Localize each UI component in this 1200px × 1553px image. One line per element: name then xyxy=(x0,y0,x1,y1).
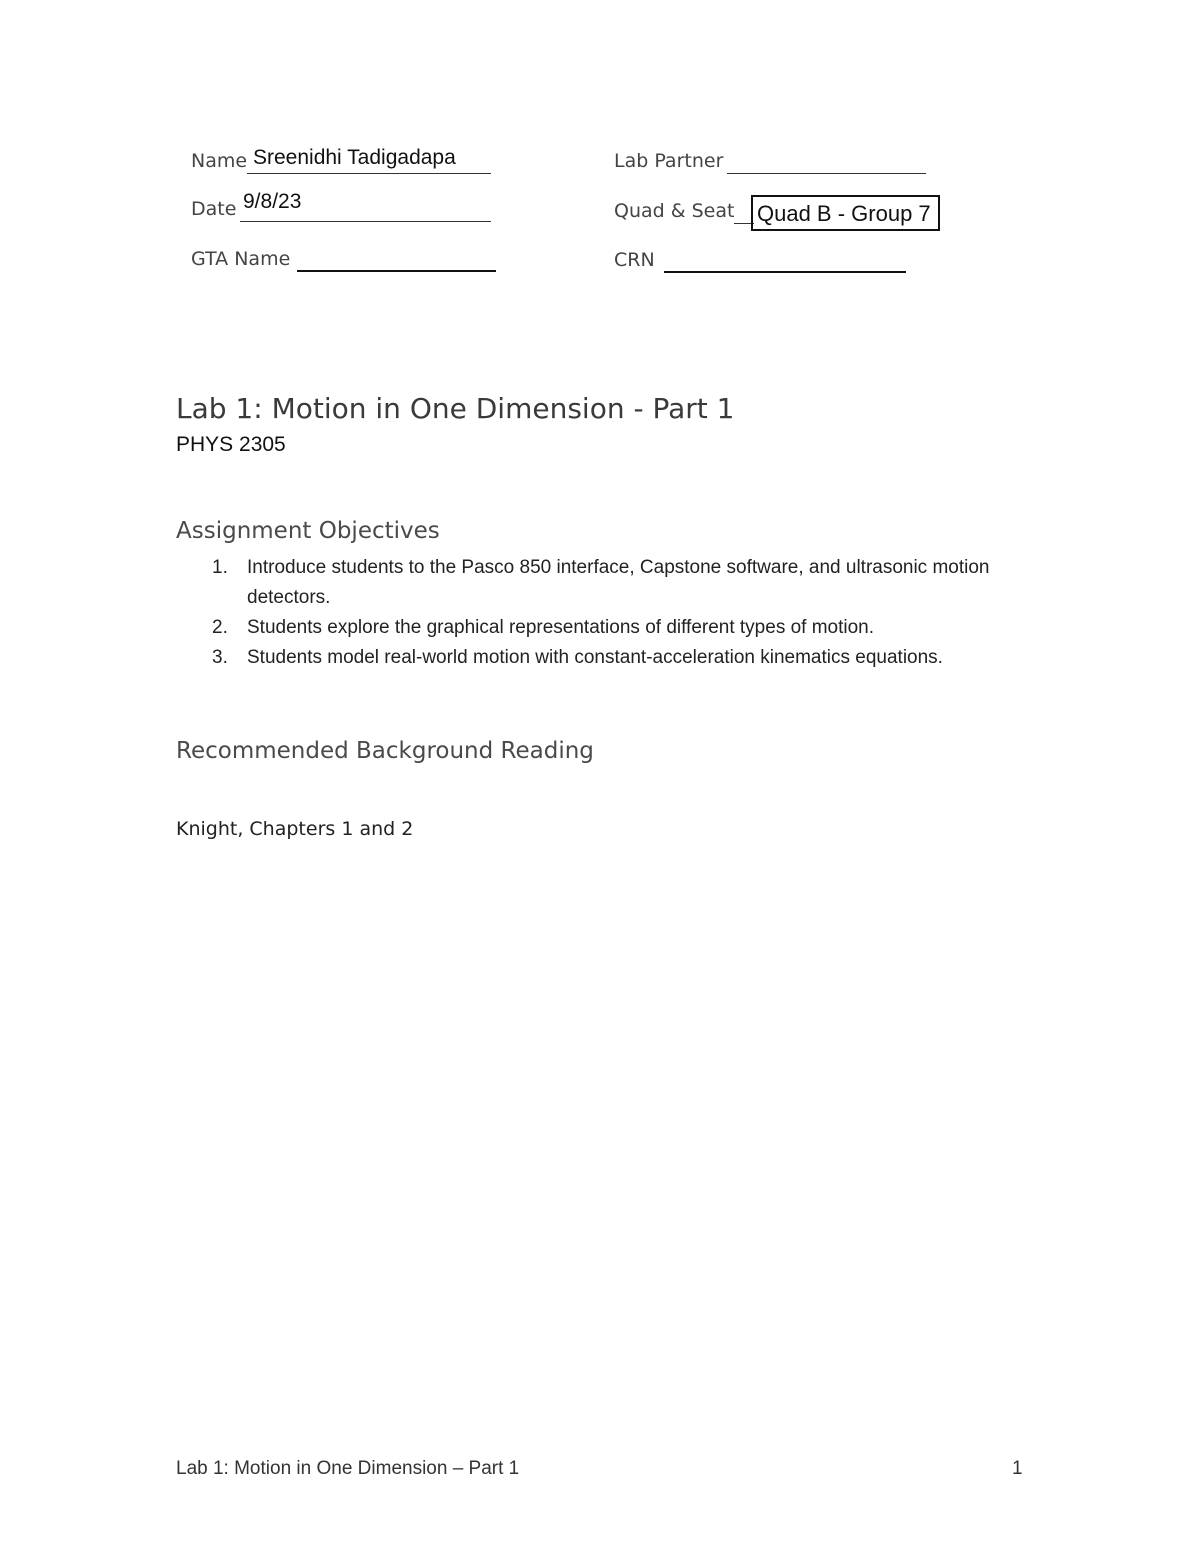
crn-underline xyxy=(664,271,906,273)
date-field[interactable] xyxy=(191,192,491,222)
name-field[interactable] xyxy=(191,144,491,174)
lab-partner-underline xyxy=(727,173,926,174)
crn-field[interactable] xyxy=(614,243,906,273)
list-item xyxy=(176,553,1036,613)
list-item-number: 3. xyxy=(212,647,228,668)
objectives-list xyxy=(176,553,1036,673)
lab-partner-field[interactable] xyxy=(614,144,926,174)
list-item-text: Introduce students to the Pasco 850 interface, Capstone software, and ultrasonic motion detectors. xyxy=(247,557,990,608)
date-label: Date xyxy=(191,198,237,220)
name-value[interactable]: Sreenidhi Tadigadapa xyxy=(253,146,456,169)
list-item xyxy=(176,643,1036,673)
quad-seat-text-box[interactable] xyxy=(751,195,940,231)
gta-name-label: GTA Name xyxy=(191,248,291,270)
list-item-number: 2. xyxy=(212,617,228,638)
gta-name-field[interactable] xyxy=(191,242,496,272)
name-underline xyxy=(247,173,491,174)
reading-text: Knight, Chapters 1 and 2 xyxy=(176,818,414,840)
gta-name-underline xyxy=(297,270,496,272)
list-item-number: 1. xyxy=(212,557,228,578)
course-code: PHYS 2305 xyxy=(176,433,286,456)
list-item-text: Students explore the graphical representations of different types of motion. xyxy=(247,617,875,638)
name-label: Name xyxy=(191,150,248,172)
date-underline xyxy=(240,221,491,222)
objectives-heading: Assignment Objectives xyxy=(176,518,440,544)
quad-seat-label: Quad & Seat xyxy=(614,200,735,222)
footer-title: Lab 1: Motion in One Dimension – Part 1 xyxy=(176,1458,520,1479)
document-title: Lab 1: Motion in One Dimension - Part 1 xyxy=(176,392,735,425)
list-item-text: Students model real-world motion with constant-acceleration kinematics equations. xyxy=(247,647,943,668)
reading-heading: Recommended Background Reading xyxy=(176,738,594,764)
quad-seat-value[interactable]: Quad B - Group 7 xyxy=(757,201,931,226)
list-item xyxy=(176,613,1036,643)
crn-label: CRN xyxy=(614,249,655,271)
lab-partner-label: Lab Partner xyxy=(614,150,724,172)
page-number: 1 xyxy=(1012,1458,1023,1479)
date-value[interactable]: 9/8/23 xyxy=(243,190,302,213)
